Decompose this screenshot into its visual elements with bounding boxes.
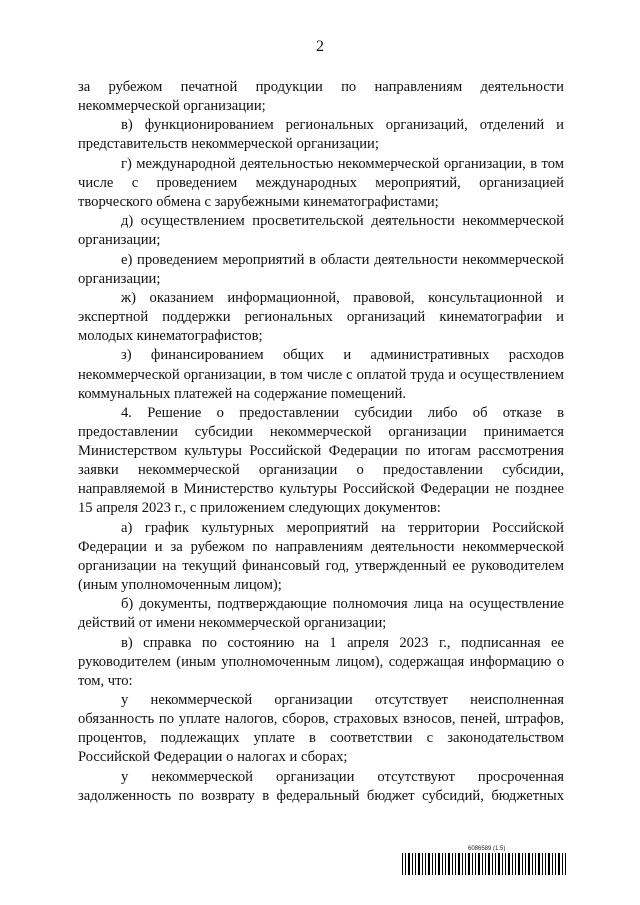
paragraph: за рубежом печатной продукции по направлениям деятельности некоммерческой организации; xyxy=(78,79,564,115)
paragraph: е) проведением мероприятий в области деятельности некоммерческой организации; xyxy=(78,251,564,287)
barcode-block xyxy=(402,846,570,875)
paragraph: у некоммерческой организации отсутствует неисполненная обязанность по уплате налогов, сборов, страховых взносов, пеней, штрафов, процентов, подлежащих уплате в соответствии с законодательством Российской Федерации о налогах и сборах; xyxy=(78,692,564,766)
paragraph: ж) оказанием информационной, правовой, консультационной и экспертной поддержки региональных организаций кинематографии и молодых кинематографистов; xyxy=(78,289,564,345)
paragraph: г) международной деятельностью некоммерческой организации, в том числе с проведением международных мероприятий, организацией творческого обмена с зарубежными кинематографистами; xyxy=(78,155,564,210)
paragraph: у некоммерческой организации отсутствуют просроченная задолженность по возврату в федеральный бюджет субсидий, бюджетных xyxy=(78,768,564,804)
paragraph: в) функционированием региональных организаций, отделений и представительств некоммерческой организации; xyxy=(78,117,564,153)
paragraph: д) осуществлением просветительской деятельности некоммерческой организации; xyxy=(78,213,564,249)
document-body xyxy=(78,78,564,806)
page-number: 2 xyxy=(316,38,324,55)
paragraph: а) график культурных мероприятий на территории Российской Федерации и за рубежом по направлениям деятельности некоммерческой организации на текущий финансовый год, утвержденный ее руководителем (иным уполномоченным лицом); xyxy=(78,519,564,593)
paragraph: 4. Решение о предоставлении субсидии либо об отказе в предоставлении субсидии некоммерческой организации принимается Министерством культуры Российской Федерации по итогам рассмотрения заявки некоммерческой организации о предоставлении субсидии, направляемой в Министерство культуры Российской Федерации не позднее 15 апреля 2023 г., с приложением следующих документов: xyxy=(78,404,564,517)
paragraph: в) справка по состоянию на 1 апреля 2023 г., подписанная ее руководителем (иным уполномоченным лицом), содержащая информацию о том, что: xyxy=(78,634,564,689)
barcode-icon xyxy=(402,853,570,875)
barcode-label: 6086589 (1.5) xyxy=(468,846,506,852)
paragraph: з) финансированием общих и административных расходов некоммерческой организации, в том числе с оплатой труда и осуществлением коммунальных платежей на содержание помещений. xyxy=(78,347,564,402)
paragraph: б) документы, подтверждающие полномочия лица на осуществление действий от имени некоммерческой организации; xyxy=(78,596,564,632)
